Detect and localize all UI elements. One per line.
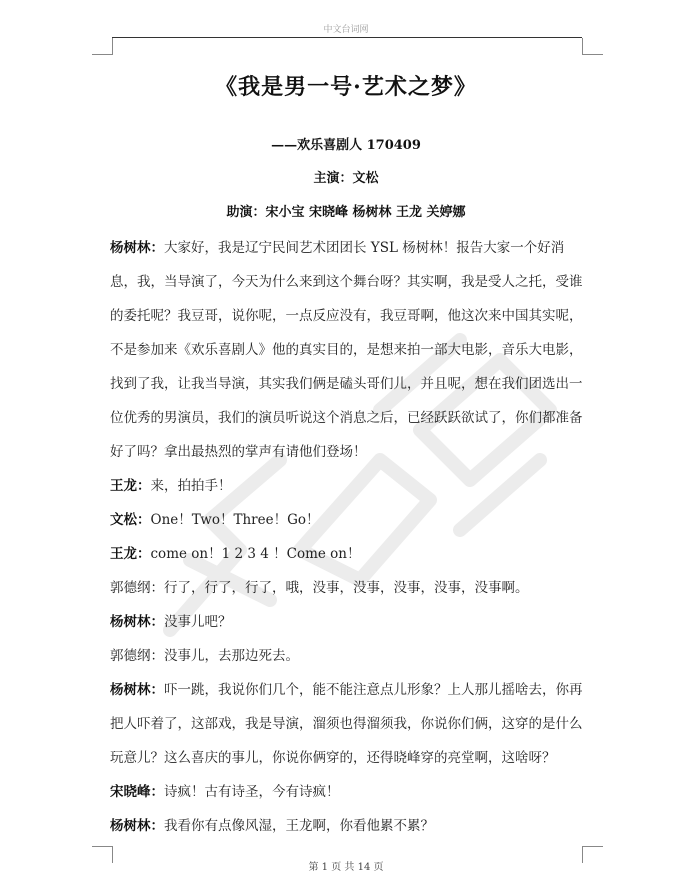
supporting-actors: 助演：宋小宝 宋晓峰 杨树林 王龙 关婷娜 [226, 205, 466, 220]
line-text: 没事儿吧？ [164, 614, 232, 630]
line-text: 郭德纲：行了，行了，行了，哦，没事，没事，没事，没事，没事啊。 [110, 580, 529, 596]
speaker-name: 王龙： [110, 546, 151, 562]
speaker-name: 杨树林： [110, 818, 164, 834]
line-text: 我看你有点像风湿，王龙啊，你看他累不累？ [164, 818, 434, 834]
line-text: 吓一跳，我说你们几个，能不能注意点儿形象？上人那儿摇啥去，你再把人吓着了，这部戏，我是导演，溜须也得溜须我，你说你们俩，这穿的是什么玩意儿？这么喜庆的事儿，你说你俩穿的，还得晓峰穿的亮堂啊，这啥呀？ [110, 682, 583, 766]
dialogue-line [110, 605, 585, 639]
speaker-name: 杨树林： [110, 682, 164, 698]
document-subtitle: ——欢乐喜剧人 170409 [271, 138, 421, 153]
speaker-name: 文松： [110, 512, 151, 528]
dialogue-line [110, 469, 585, 503]
speaker-name: 宋晓峰： [110, 784, 164, 800]
header-rule [112, 37, 582, 38]
line-text: 郭德纲：没事儿，去那边死去。 [110, 648, 299, 664]
dialogue-line [110, 639, 585, 673]
page-number: 第 1 页 共 14 页 [308, 862, 384, 873]
line-text: 大家好，我是辽宁民间艺术团团长 YSL 杨树林！报告大家一个好消息，我，当导演了，今天为什么来到这个舞台呀？其实啊，我是受人之托，受谁的委托呢？我豆哥，说你呢，一点反应没有，我豆哥啊，他这次来中国其实呢，不是参加来《欢乐喜剧人》他的真实目的，是想来拍一部大电影，音乐大电影，找到了我，让我当导演，其实我们俩是磕头哥们儿，并且呢，想在我们团选出一位优秀的男演员，我们的演员听说这个消息之后，已经跃跃欲试了，你们都准备好了吗？拿出最热烈的掌声有请他们登场！ [110, 240, 583, 460]
dialogue-body [110, 231, 585, 843]
line-text: 来，拍拍手！ [150, 478, 232, 494]
lead-actor: 主演：文松 [313, 171, 379, 186]
corner-mark-top-left [92, 38, 113, 55]
dialogue-line [110, 537, 585, 571]
dialogue-line [110, 503, 585, 537]
speaker-name: 杨树林： [110, 240, 164, 256]
speaker-name: 王龙： [110, 478, 151, 494]
line-text: One！Two！Three！Go！ [150, 512, 320, 528]
dialogue-line [110, 673, 585, 775]
line-text: 诗疯！古有诗圣，今有诗疯！ [164, 784, 340, 800]
dialogue-line [110, 809, 585, 843]
site-header: 中文台词网 [323, 25, 369, 35]
document-title: 《我是男一号·艺术之梦》 [215, 74, 477, 100]
dialogue-line [110, 231, 585, 469]
speaker-name: 杨树林： [110, 614, 164, 630]
dialogue-line [110, 775, 585, 809]
line-text: come on！1 2 3 4 ！Come on！ [150, 546, 361, 562]
dialogue-line [110, 571, 585, 605]
corner-mark-top-right [582, 38, 603, 55]
